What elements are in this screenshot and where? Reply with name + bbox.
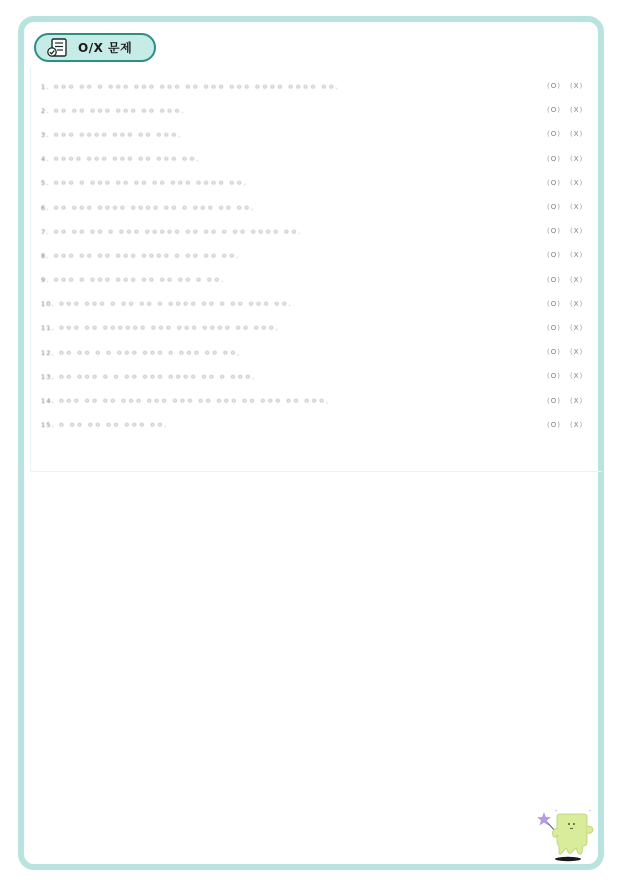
choice-label: X [573, 420, 579, 429]
question-text: 15. ㅇ ㅇㅇ ㅇㅇ ㅇㅇ ㅇㅇㅇ ㅇㅇ. [41, 421, 168, 430]
question-list [31, 74, 602, 437]
choice-label: X [573, 323, 579, 332]
question-text: 11. ㅇㅇㅇ ㅇㅇ ㅇㅇㅇㅇㅇㅇ ㅇㅇㅇ ㅇㅇㅇ ㅇㅇㅇㅇ ㅇㅇ ㅇㅇㅇ. [41, 324, 279, 333]
choice-label: O [550, 106, 557, 115]
choice-label: O [550, 348, 557, 357]
bracket-open: ( [547, 251, 550, 260]
question-item [31, 364, 602, 388]
choice-label: X [573, 154, 579, 163]
bracket-open: ( [547, 130, 550, 139]
answer-choices [547, 155, 582, 163]
bracket-close: ) [579, 154, 583, 163]
question-item [31, 171, 602, 195]
bracket-close: ) [579, 348, 583, 357]
choice-label: X [573, 348, 579, 357]
choice-label: O [550, 251, 557, 260]
answer-choices [547, 227, 582, 235]
choice-label: O [550, 130, 557, 139]
choice-o[interactable] [547, 179, 560, 187]
choice-x[interactable] [570, 421, 582, 429]
choice-x[interactable] [570, 82, 582, 90]
bracket-open: ( [547, 372, 550, 381]
question-text: 5. ㅇㅇㅇ ㅇ ㅇㅇㅇ ㅇㅇ ㅇㅇ ㅇㅇ ㅇㅇㅇ ㅇㅇㅇㅇ ㅇㅇ. [41, 179, 247, 188]
question-item [31, 268, 602, 292]
bracket-open: ( [569, 251, 573, 260]
bracket-close: ) [579, 251, 583, 260]
choice-label: O [550, 227, 557, 236]
question-text: 4. ㅇㅇㅇㅇ ㅇㅇㅇ ㅇㅇㅇ ㅇㅇ ㅇㅇㅇ ㅇㅇ. [41, 155, 200, 164]
bracket-open: ( [569, 178, 573, 187]
bracket-open: ( [547, 227, 550, 236]
question-text: 2. ㅇㅇ ㅇㅇ ㅇㅇㅇ ㅇㅇㅇ ㅇㅇ ㅇㅇㅇ. [41, 106, 185, 115]
answer-choices [547, 251, 582, 259]
choice-label: O [550, 420, 557, 429]
bracket-close: ) [579, 323, 583, 332]
choice-x[interactable] [570, 155, 582, 163]
question-text: 12. ㅇㅇ ㅇㅇ ㅇ ㅇ ㅇㅇㅇ ㅇㅇㅇ ㅇ ㅇㅇㅇ ㅇㅇ ㅇㅇ. [41, 348, 241, 357]
bracket-close: ) [557, 130, 560, 139]
choice-label: X [573, 178, 579, 187]
choice-label: O [550, 372, 557, 381]
question-panel [30, 68, 602, 472]
choice-x[interactable] [570, 251, 582, 259]
question-item [31, 292, 602, 316]
bracket-close: ) [579, 275, 583, 284]
choice-label: O [550, 323, 557, 332]
bracket-close: ) [557, 299, 560, 308]
question-text: 10. ㅇㅇㅇ ㅇㅇㅇ ㅇ ㅇㅇ ㅇㅇ ㅇ ㅇㅇㅇㅇ ㅇㅇ ㅇ ㅇㅇ ㅇㅇㅇ ㅇㅇ. [41, 300, 292, 309]
bracket-close: ) [579, 203, 583, 212]
choice-label: X [573, 396, 579, 405]
bracket-close: ) [557, 106, 560, 115]
choice-label: O [550, 82, 557, 91]
bracket-open: ( [547, 178, 550, 187]
choice-label: X [573, 299, 579, 308]
bracket-open: ( [569, 396, 573, 405]
choice-label: X [573, 251, 579, 260]
bracket-close: ) [579, 299, 583, 308]
bracket-open: ( [569, 203, 573, 212]
question-text: 14. ㅇㅇㅇ ㅇㅇ ㅇㅇ ㅇㅇㅇ ㅇㅇㅇ ㅇㅇㅇ ㅇㅇ ㅇㅇㅇ ㅇㅇ ㅇㅇㅇ ㅇㅇ ㅇㅇㅇ. [41, 397, 330, 406]
bracket-open: ( [547, 106, 550, 115]
choice-x[interactable] [570, 203, 582, 211]
answer-choices [547, 372, 582, 380]
choice-x[interactable] [570, 397, 582, 405]
section-title-badge [34, 33, 156, 62]
bracket-open: ( [569, 420, 573, 429]
choice-label: O [550, 154, 557, 163]
choice-o[interactable] [547, 203, 560, 211]
choice-o[interactable] [547, 372, 560, 380]
answer-choices [547, 324, 582, 332]
bracket-open: ( [569, 130, 573, 139]
answer-choices [547, 106, 582, 114]
choice-o[interactable] [547, 276, 560, 284]
question-text: 13. ㅇㅇ ㅇㅇㅇ ㅇ ㅇ ㅇㅇ ㅇㅇㅇ ㅇㅇㅇㅇ ㅇㅇ ㅇ ㅇㅇㅇ. [41, 372, 256, 381]
bracket-close: ) [557, 227, 560, 236]
question-text: 9. ㅇㅇㅇ ㅇ ㅇㅇㅇ ㅇㅇㅇ ㅇㅇ ㅇㅇ ㅇㅇ ㅇ ㅇㅇ. [41, 276, 225, 285]
choice-label: X [573, 82, 579, 91]
bracket-open: ( [569, 323, 573, 332]
bracket-close: ) [557, 251, 560, 260]
bracket-open: ( [547, 323, 550, 332]
bracket-close: ) [557, 323, 560, 332]
bracket-close: ) [579, 372, 583, 381]
choice-label: O [550, 299, 557, 308]
choice-x[interactable] [570, 276, 582, 284]
choice-label: X [573, 203, 579, 212]
bracket-open: ( [547, 420, 550, 429]
bracket-close: ) [557, 420, 560, 429]
bracket-open: ( [547, 203, 550, 212]
choice-x[interactable] [570, 324, 582, 332]
question-item [31, 388, 602, 412]
bracket-close: ) [579, 130, 583, 139]
bracket-open: ( [569, 106, 573, 115]
choice-o[interactable] [547, 130, 560, 138]
choice-label: X [573, 106, 579, 115]
question-text: 3. ㅇㅇㅇ ㅇㅇㅇㅇ ㅇㅇㅇ ㅇㅇ ㅇㅇㅇ. [41, 130, 182, 139]
question-item [31, 413, 602, 437]
section-title: O/X 문제 [78, 41, 133, 55]
choice-label: O [550, 275, 557, 284]
choice-o[interactable] [547, 421, 560, 429]
answer-choices [547, 203, 582, 211]
bracket-close: ) [579, 227, 583, 236]
bracket-open: ( [569, 299, 573, 308]
bracket-open: ( [547, 396, 550, 405]
question-item [31, 219, 602, 243]
bracket-close: ) [557, 82, 560, 91]
question-item [31, 74, 602, 98]
choice-o[interactable] [547, 397, 560, 405]
bracket-close: ) [557, 203, 560, 212]
bracket-open: ( [569, 372, 573, 381]
bracket-open: ( [547, 348, 550, 357]
answer-choices [547, 276, 582, 284]
choice-x[interactable] [570, 372, 582, 380]
bracket-open: ( [569, 154, 573, 163]
bracket-close: ) [557, 154, 560, 163]
bracket-open: ( [547, 275, 550, 284]
bracket-close: ) [579, 420, 583, 429]
bracket-close: ) [579, 82, 583, 91]
choice-label: O [550, 203, 557, 212]
choice-label: X [573, 275, 579, 284]
choice-label: X [573, 130, 579, 139]
choice-o[interactable] [547, 106, 560, 114]
question-item [31, 195, 602, 219]
question-item [31, 147, 602, 171]
document-check-icon [46, 38, 70, 58]
choice-x[interactable] [570, 300, 582, 308]
bracket-close: ) [557, 178, 560, 187]
choice-x[interactable] [570, 106, 582, 114]
bracket-close: ) [579, 178, 583, 187]
bracket-close: ) [557, 396, 560, 405]
choice-label: X [573, 227, 579, 236]
question-text: 8. ㅇㅇㅇ ㅇㅇ ㅇㅇ ㅇㅇㅇ ㅇㅇㅇㅇ ㅇ ㅇㅇ ㅇㅇ ㅇㅇ. [41, 251, 240, 260]
question-item [31, 316, 602, 340]
bracket-open: ( [569, 82, 573, 91]
bracket-open: ( [547, 154, 550, 163]
choice-label: X [573, 372, 579, 381]
question-item [31, 243, 602, 267]
green-mascot-with-wand-icon [536, 808, 598, 864]
bracket-close: ) [557, 348, 560, 357]
question-item [31, 340, 602, 364]
choice-o[interactable] [547, 155, 560, 163]
answer-choices [547, 300, 582, 308]
question-text: 6. ㅇㅇ ㅇㅇㅇ ㅇㅇㅇㅇ ㅇㅇㅇㅇ ㅇㅇ ㅇ ㅇㅇㅇ ㅇㅇ ㅇㅇ. [41, 203, 255, 212]
choice-label: O [550, 178, 557, 187]
choice-x[interactable] [570, 227, 582, 235]
choice-x[interactable] [570, 179, 582, 187]
bracket-close: ) [557, 275, 560, 284]
answer-choices [547, 397, 582, 405]
bracket-open: ( [569, 348, 573, 357]
choice-o[interactable] [547, 251, 560, 259]
bracket-close: ) [579, 106, 583, 115]
question-item [31, 98, 602, 122]
choice-o[interactable] [547, 227, 560, 235]
choice-o[interactable] [547, 300, 560, 308]
answer-choices [547, 179, 582, 187]
question-text: 7. ㅇㅇ ㅇㅇ ㅇㅇ ㅇ ㅇㅇㅇ ㅇㅇㅇㅇㅇ ㅇㅇ ㅇㅇ ㅇ ㅇㅇ ㅇㅇㅇㅇ ㅇㅇ. [41, 227, 302, 236]
choice-label: O [550, 396, 557, 405]
choice-o[interactable] [547, 324, 560, 332]
bracket-close: ) [579, 396, 583, 405]
answer-choices [547, 82, 582, 90]
answer-choices [547, 130, 582, 138]
choice-x[interactable] [570, 348, 582, 356]
bracket-open: ( [547, 299, 550, 308]
choice-o[interactable] [547, 348, 560, 356]
question-text: 1. ㅇㅇㅇ ㅇㅇ ㅇ ㅇㅇㅇ ㅇㅇㅇ ㅇㅇㅇ ㅇㅇ ㅇㅇㅇ ㅇㅇㅇ ㅇㅇㅇㅇ ㅇㅇㅇㅇ ㅇㅇ. [41, 82, 339, 91]
choice-o[interactable] [547, 82, 560, 90]
choice-x[interactable] [570, 130, 582, 138]
bracket-open: ( [569, 227, 573, 236]
answer-choices [547, 421, 582, 429]
bracket-open: ( [547, 82, 550, 91]
bracket-close: ) [557, 372, 560, 381]
answer-choices [547, 348, 582, 356]
question-item [31, 122, 602, 146]
bracket-open: ( [569, 275, 573, 284]
